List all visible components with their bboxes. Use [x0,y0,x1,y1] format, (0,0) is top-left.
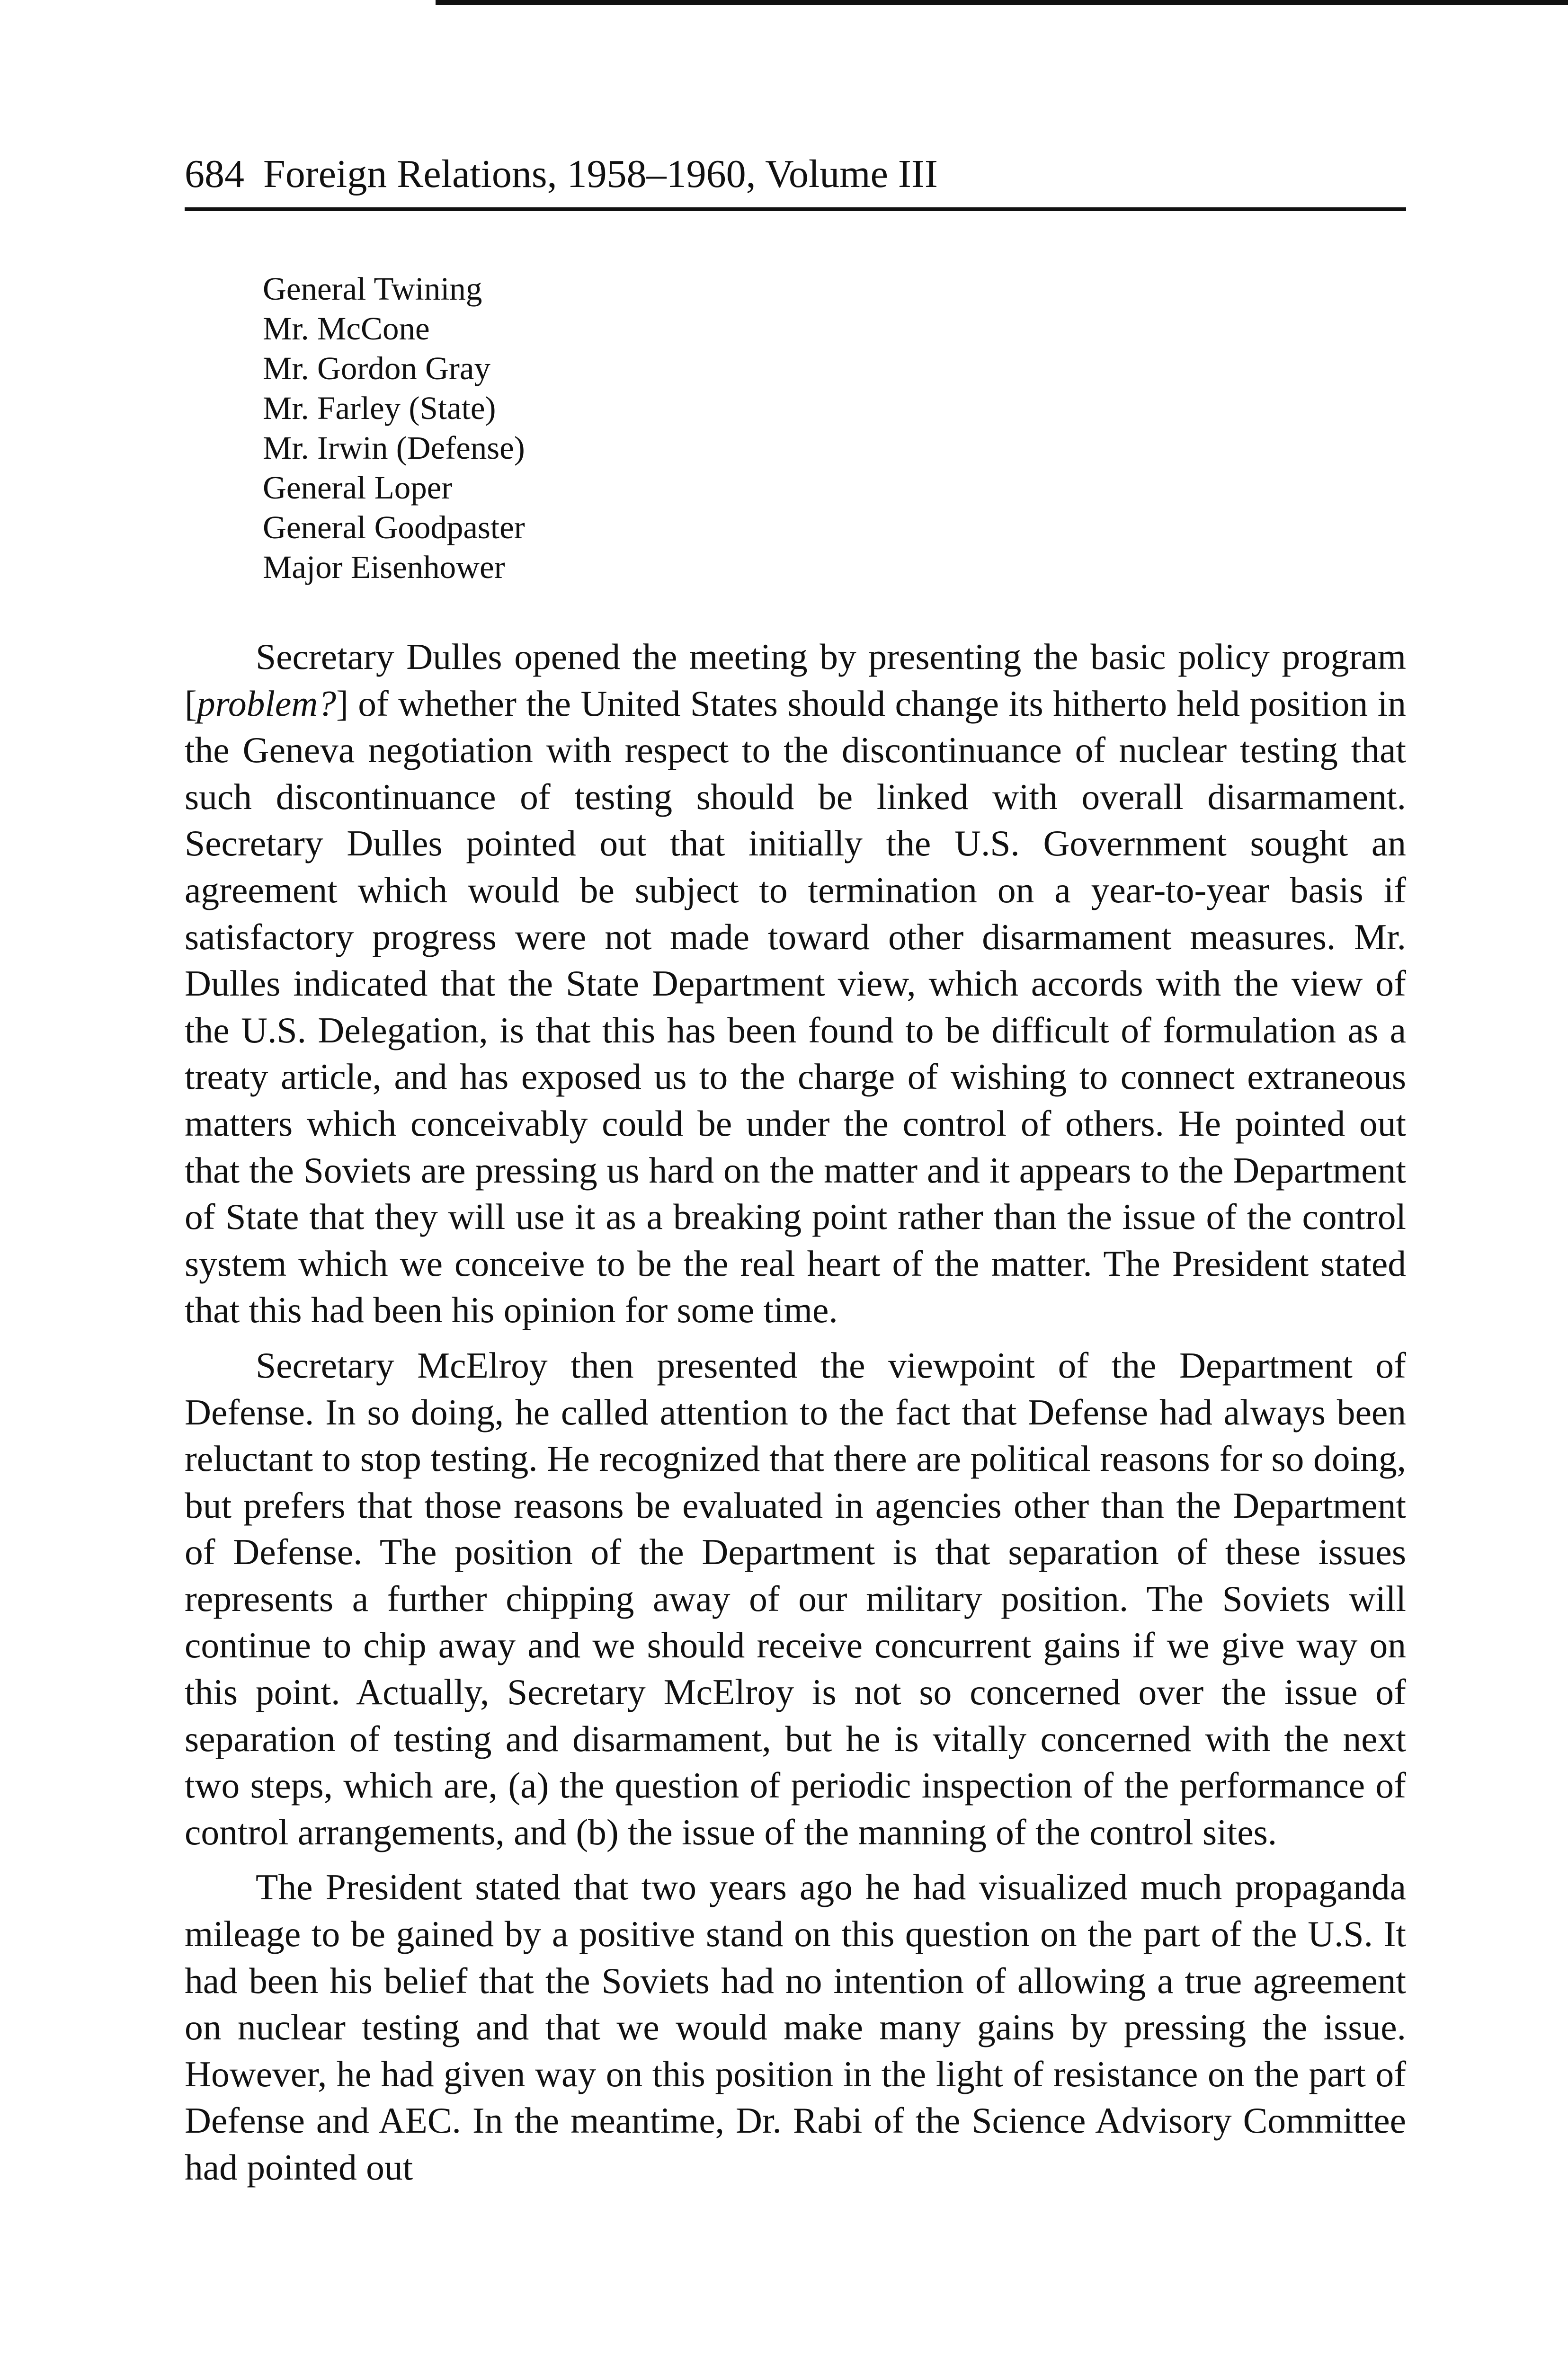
attendee-item: Mr. Irwin (Defense) [263,430,525,466]
paragraph-text: ] of whether the United States should change its hitherto held position in the Geneva negotiation with respect to the discontinuance of nuclear testing that such discontinuance of testing should be linked with overall disarmament. Secretary Dulles pointed out that initially the U.S. Government sought an agreement which would be subject to termination on a year-to-year basis if satisfactory progress were not made toward other disarmament measures. Mr. Dulles indicated that the State Department view, which accords with the view of the U.S. Delegation, is that this has been found to be difficult of formulation as a treaty article, and has exposed us to the charge of wishing to connect extraneous matters which conceivably could be under the control of others. He pointed out that the Soviets are pressing us hard on the matter and it appears to the Department of State that they will use it as a breaking point rather than the issue of the control system which we conceive to be the real heart of the matter. The President stated that this had been his opinion for some time. [185,683,1406,1331]
header-rule [185,207,1406,211]
page-number: 684 [185,152,244,196]
attendee-item: Mr. McCone [263,311,430,347]
attendee-item: General Goodpaster [263,509,525,545]
body-text [185,633,1406,2191]
paragraph [185,633,1406,1334]
attendee-item: Mr. Gordon Gray [263,350,491,386]
editorial-insertion: problem? [196,683,336,724]
paragraph: The President stated that two years ago he had visualized much propaganda mileage to be gained by a positive stand on this question on the part of the U.S. It had been his belief that the Soviets had no intention of allowing a true agreement on nuclear testing and that we would make many gains by pressing the issue. However, he had given way on this position in the light of resistance on the part of Defense and AEC. In the meantime, Dr. Rabi of the Science Advisory Committee had pointed out [185,1867,1406,2188]
running-header [185,151,1406,198]
top-edge-rule [436,0,1568,5]
paragraph-text: Secretary Dulles opened the meeting by presenting the basic policy program [ [185,636,1406,724]
paragraph: Secretary McElroy then presented the viewpoint of the Department of Defense. In so doing, he called attention to the fact that Defense had always been reluctant to stop testing. He recognized that there are political reasons for so doing, but prefers that those reasons be evaluated in agencies other than the Department of Defense. The position of the Department is that separation of these issues represents a further chipping away of our military position. The Soviets will continue to chip away and we should receive concurrent gains if we give way on this point. Actually, Secretary McElroy is not so concerned over the issue of separation of testing and disarmament, but he is vitally concerned with the next two steps, which are, (a) the question of periodic inspection of the performance of control arrangements, and (b) the issue of the manning of the control sites. [185,1344,1406,1852]
attendee-list [263,269,525,587]
attendee-item: Major Eisenhower [263,549,505,585]
attendee-item: General Twining [263,271,482,307]
attendee-item: General Loper [263,470,453,506]
running-title: Foreign Relations, 1958–1960, Volume III [263,152,938,196]
attendee-item: Mr. Farley (State) [263,390,496,426]
